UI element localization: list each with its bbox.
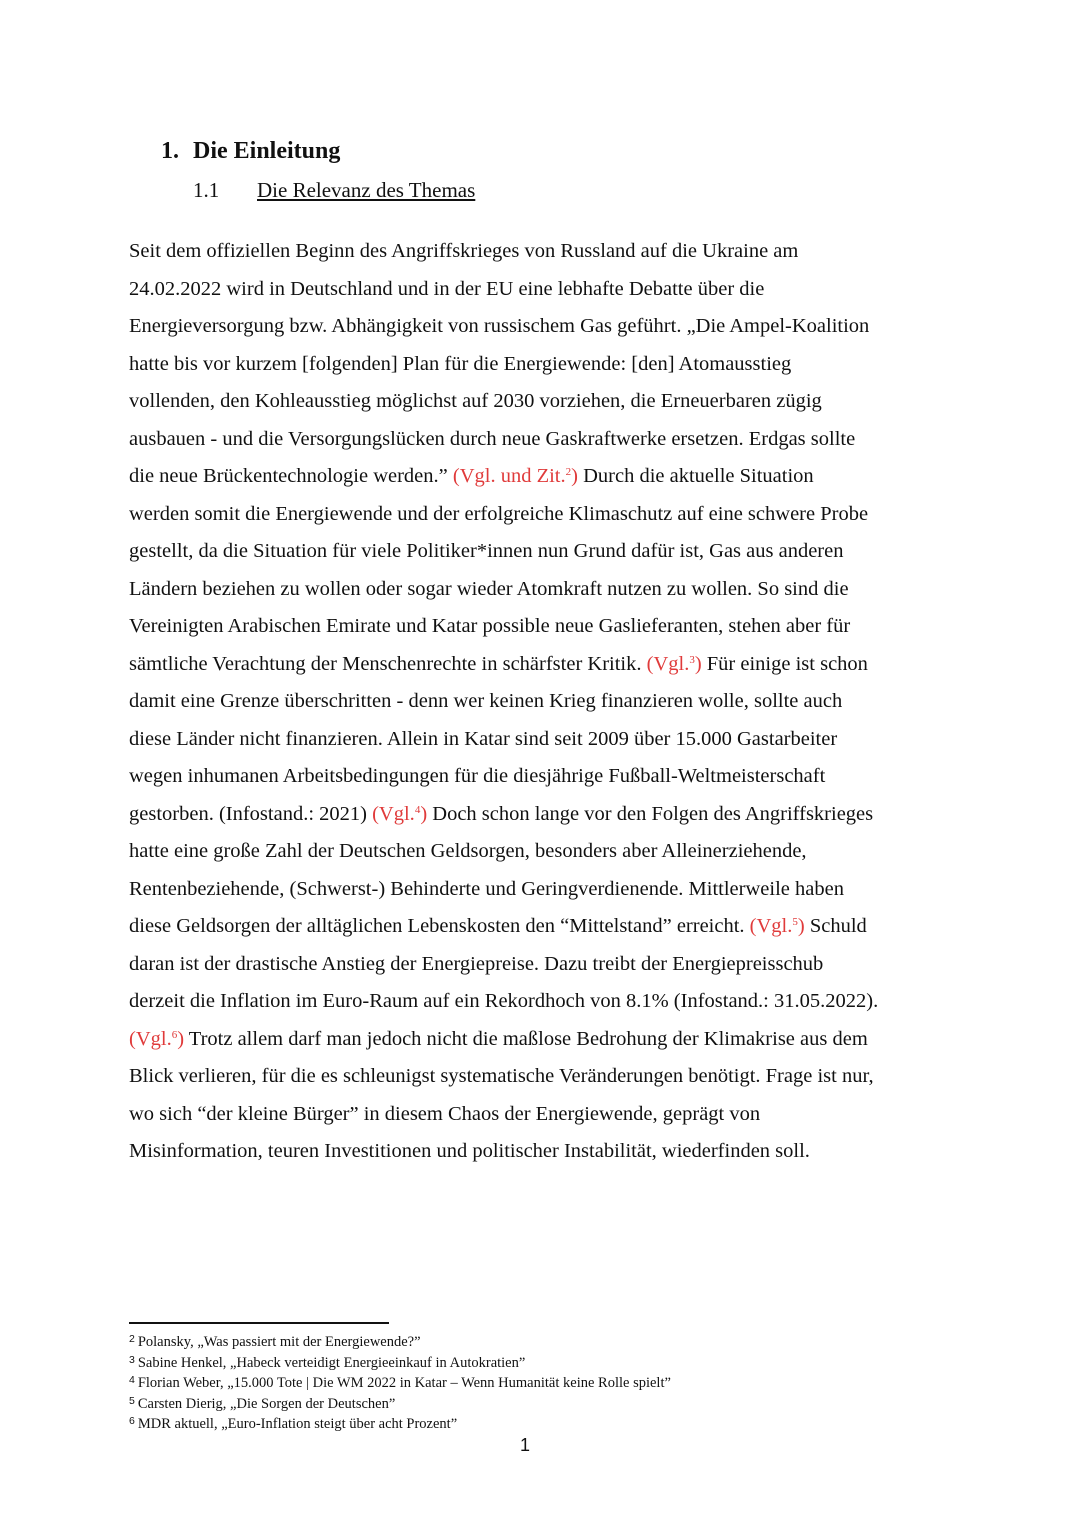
paragraph-line: Rentenbeziehende, (Schwerst-) Behinderte und Geringverdienende. Mittlerweile haben — [129, 877, 844, 900]
footnote-text: Sabine Henkel, „Habeck verteidigt Energieeinkauf in Autokratien” — [137, 1354, 526, 1371]
line-text: Trotz allem darf man jedoch nicht die maßlose Bedrohung der Klimakrise aus dem — [184, 1027, 868, 1050]
paragraph-line: damit eine Grenze überschritten - denn wer keinen Krieg finanzieren wolle, sollte auch — [129, 690, 843, 712]
footnote-marker: 2 — [565, 466, 572, 478]
section-heading — [193, 178, 475, 203]
chapter-title: Die Einleitung — [193, 138, 341, 164]
footnote — [129, 1353, 671, 1374]
line-text: sämtliche Verachtung der Menschenrechte in schärfster Kritik. — [129, 652, 647, 675]
citation-text: (Vgl. und Zit. — [452, 465, 566, 487]
footnote-number: 2 — [129, 1333, 135, 1345]
citation-ref — [750, 915, 805, 937]
paragraph-line: Blick verlieren, für die es schleunigst systematische Veränderungen benötigt. Frage ist nur, — [129, 1065, 874, 1087]
paragraph-line: diese Länder nicht finanzieren. Allein in Katar sind seit 2009 über 15.000 Gastarbeiter — [129, 727, 838, 750]
citation-ref — [453, 465, 578, 487]
footnote-marker: 3 — [689, 653, 695, 666]
citation-ref — [129, 1028, 184, 1050]
paragraph-line: Misinformation, teuren Investitionen und politischer Instabilität, wiederfinden soll. — [129, 1140, 810, 1162]
paragraph-line: wegen inhumanen Arbeitsbedingungen für die diesjährige Fußball-Weltmeisterschaft — [129, 765, 826, 787]
footnote — [129, 1414, 671, 1435]
citation-close: ) — [177, 1027, 185, 1050]
citation-close: ) — [694, 652, 702, 675]
footnote-number: 3 — [129, 1353, 135, 1366]
chapter-heading — [161, 138, 340, 165]
line-text: gestorben. (Infostand.: 2021) — [129, 802, 373, 825]
paragraph-line: Vereinigten Arabischen Emirate und Katar possible neue Gaslieferanten, stehen aber für — [129, 615, 851, 637]
section-title: Die Relevanz des Themas — [257, 178, 476, 202]
paragraph-line: Ländern beziehen zu wollen oder sogar wieder Atomkraft nutzen zu wollen. So sind die — [129, 577, 849, 600]
paragraph-line: derzeit die Inflation im Euro-Raum auf ein Rekordhoch von 8.1% (Infostand.: 31.05.2022). — [129, 990, 879, 1012]
footnote — [129, 1394, 671, 1415]
paragraph-line — [129, 646, 929, 684]
footnote — [129, 1373, 671, 1394]
paragraph-line: werden somit die Energiewende und der erfolgreiche Klimaschutz auf eine schwere Probe — [129, 502, 869, 525]
footnote — [129, 1332, 671, 1353]
citation-close: ) — [571, 465, 578, 487]
body-paragraph — [129, 233, 929, 1171]
paragraph-line — [129, 458, 929, 496]
footnote-text: Carsten Dierig, „Die Sorgen der Deutschen” — [137, 1395, 396, 1412]
footnote-number: 5 — [129, 1394, 135, 1407]
footnote-separator — [129, 1322, 389, 1324]
line-text: Durch die aktuelle Situation — [577, 465, 814, 487]
paragraph-line: daran ist der drastische Anstieg der Energiepreise. Dazu treibt der Energiepreisschub — [129, 952, 824, 975]
paragraph-line: hatte bis vor kurzem [folgenden] Plan für die Energiewende: [den] Atomausstieg — [129, 352, 792, 375]
chapter-number: 1. — [161, 138, 179, 164]
paragraph-line: hatte eine große Zahl der Deutschen Geldsorgen, besonders aber Alleinerziehende, — [129, 840, 807, 862]
line-text: Für einige ist schon — [701, 652, 868, 675]
citation-text: (Vgl. — [129, 1027, 172, 1050]
footnote-text: MDR aktuell, „Euro-Inflation steigt über acht Prozent” — [137, 1416, 458, 1432]
line-text: Doch schon lange vor den Folgen des Angriffskrieges — [427, 802, 874, 825]
footnote-marker: 6 — [171, 1028, 178, 1041]
citation-ref — [372, 803, 427, 825]
citation-text: (Vgl. — [646, 652, 690, 675]
line-text: die neue Brückentechnologie werden.” — [129, 465, 453, 487]
citation-text: (Vgl. — [372, 802, 415, 825]
footnote-text: Polansky, „Was passiert mit der Energiewende?” — [137, 1334, 421, 1350]
footnote-number: 4 — [129, 1374, 135, 1386]
paragraph-line: ausbauen - und die Versorgungslücken durch neue Gaskraftwerke ersetzen. Erdgas sollte — [129, 427, 856, 450]
footnote-text: Florian Weber, „15.000 Tote | Die WM 2022 in Katar – Wenn Humanität keine Rolle spielt” — [137, 1375, 671, 1391]
paragraph-line: Energieversorgung bzw. Abhängigkeit von russischem Gas geführt. „Die Ampel-Koalition — [129, 315, 870, 337]
paragraph-line: vollenden, den Kohleausstieg möglichst auf 2030 vorziehen, die Erneuerbaren zügig — [129, 390, 822, 412]
page-number: 1 — [519, 1435, 530, 1455]
footnote-list — [129, 1332, 671, 1435]
paragraph-line: 24.02.2022 wird in Deutschland und in der EU eine lebhafte Debatte über die — [129, 277, 765, 300]
paragraph-line: wo sich “der kleine Bürger” in diesem Chaos der Energiewende, geprägt von — [129, 1102, 761, 1125]
paragraph-line: Seit dem offiziellen Beginn des Angriffskrieges von Russland auf die Ukraine am — [129, 240, 799, 262]
citation-close: ) — [420, 802, 428, 825]
citation-close: ) — [797, 915, 805, 937]
footnote-marker: 5 — [792, 916, 798, 928]
paragraph-line: gestellt, da die Situation für viele Politiker*innen nun Grund dafür ist, Gas aus anderen — [129, 540, 844, 562]
citation-text: (Vgl. — [749, 915, 793, 937]
section-number: 1.1 — [193, 178, 220, 202]
line-text: Schuld — [804, 915, 867, 937]
line-text: diese Geldsorgen der alltäglichen Lebenskosten den “Mittelstand” erreicht. — [129, 915, 750, 937]
paragraph-line — [129, 796, 929, 834]
paragraph-line — [129, 908, 929, 946]
paragraph-line — [129, 1021, 929, 1059]
footnote-number: 6 — [129, 1415, 135, 1427]
citation-ref — [647, 653, 702, 675]
footnote-marker: 4 — [414, 803, 421, 816]
